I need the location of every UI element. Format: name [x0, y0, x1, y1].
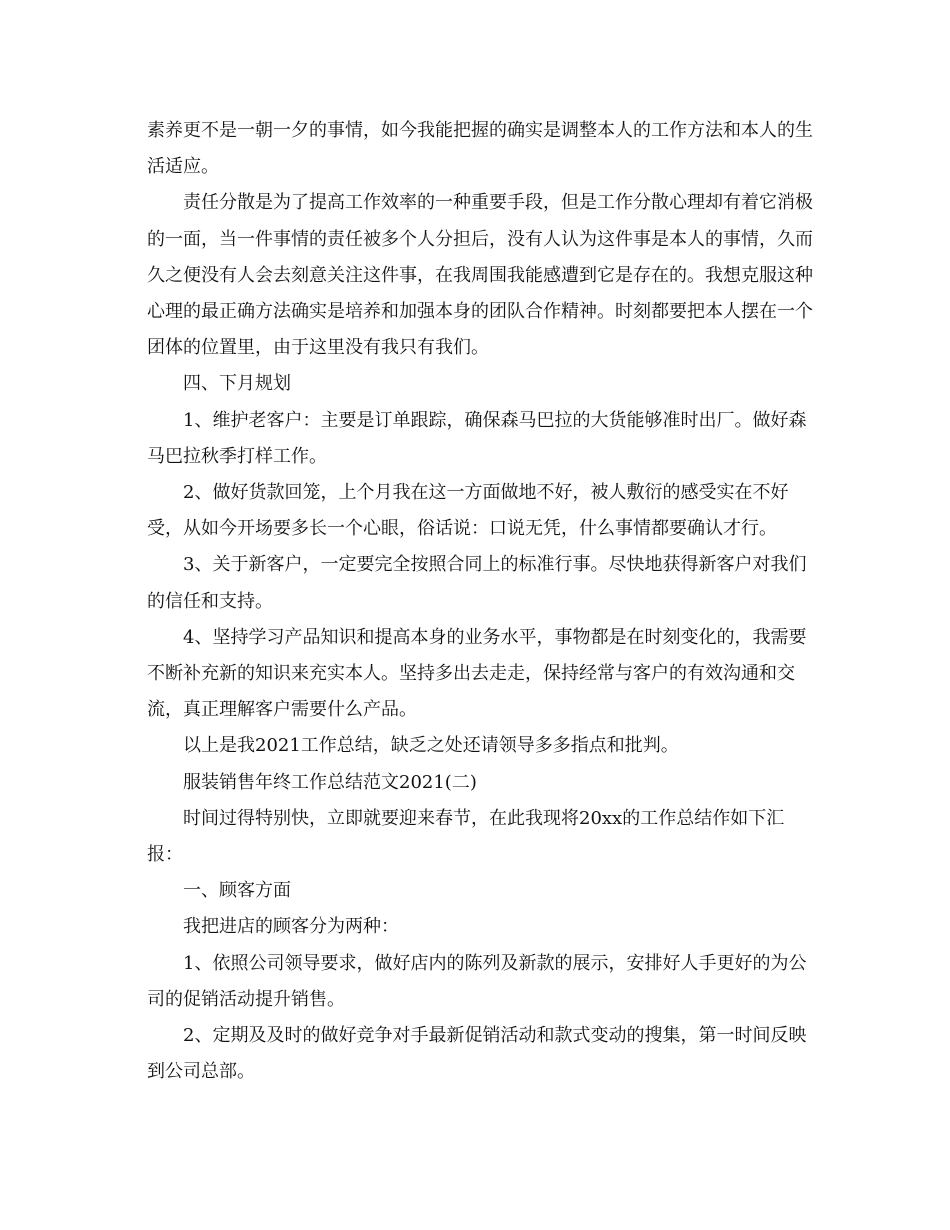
paragraph-intro: 时间过得特别快，立即就要迎来春节，在此我现将20xx的工作总结作如下汇报：	[147, 807, 785, 866]
paragraph-closing: 以上是我2021工作总结，缺乏之处还请领导多多指点和批判。	[183, 735, 679, 757]
paragraph-responsibility: 责任分散是为了提高工作效率的一种重要手段，但是工作分散心理却有着它消极的一面，当一件事情的责任被多个人分担后，没有人认为这件事是本人的事情，久而久之便没有人会去刻意关注这件事，在我周围我能感遭到它是存在的。我想克服这种心理的最正确方法确实是培养和加强本身的团队合作精神。时刻都要把本人摆在一个团体的位置里，由于这里没有我只有我们。	[147, 192, 813, 359]
section-heading-next-month-plan: 四、下月规划	[183, 373, 291, 395]
list-item-old-customers: 1、维护老客户：主要是订单跟踪，确保森马巴拉的大货能够准时出厂。做好森马巴拉秋季打样工作。	[147, 409, 807, 467]
section-heading-customers: 一、顾客方面	[183, 880, 291, 902]
paragraph-customer-types: 我把进店的顾客分为两种：	[183, 916, 399, 938]
list-item-display: 1、依照公司领导要求，做好店内的陈列及新款的展示，安排好人手更好的为公司的促销活动提升销售。	[147, 952, 807, 1010]
list-item-payment-collection: 2、做好货款回笼，上个月我在这一方面做地不好，被人敷衍的感受实在不好受，从如今开场要多长一个心眼，俗话说：口说无凭，什么事情都要确认才行。	[147, 482, 789, 540]
article-title-part-two: 服装销售年终工作总结范文2021(二)	[183, 771, 477, 793]
paragraph-continuation: 素养更不是一朝一夕的事情，如今我能把握的确实是调整本人的工作方法和本人的生活适应。	[147, 120, 813, 178]
list-item-learning: 4、坚持学习产品知识和提高本身的业务水平，事物都是在时刻变化的，我需要不断补充新的知识来充实本人。坚持多出去走走，保持经常与客户的有效沟通和交流，真正理解客户需要什么产品。	[147, 626, 807, 721]
document-body	[147, 113, 817, 1090]
list-item-new-customers: 3、关于新客户，一定要完全按照合同上的标准行事。尽快地获得新客户对我们的信任和支持。	[147, 554, 807, 612]
list-item-competitor-research: 2、定期及及时的做好竞争对手最新促销活动和款式变动的搜集，第一时间反映到公司总部。	[147, 1025, 807, 1083]
